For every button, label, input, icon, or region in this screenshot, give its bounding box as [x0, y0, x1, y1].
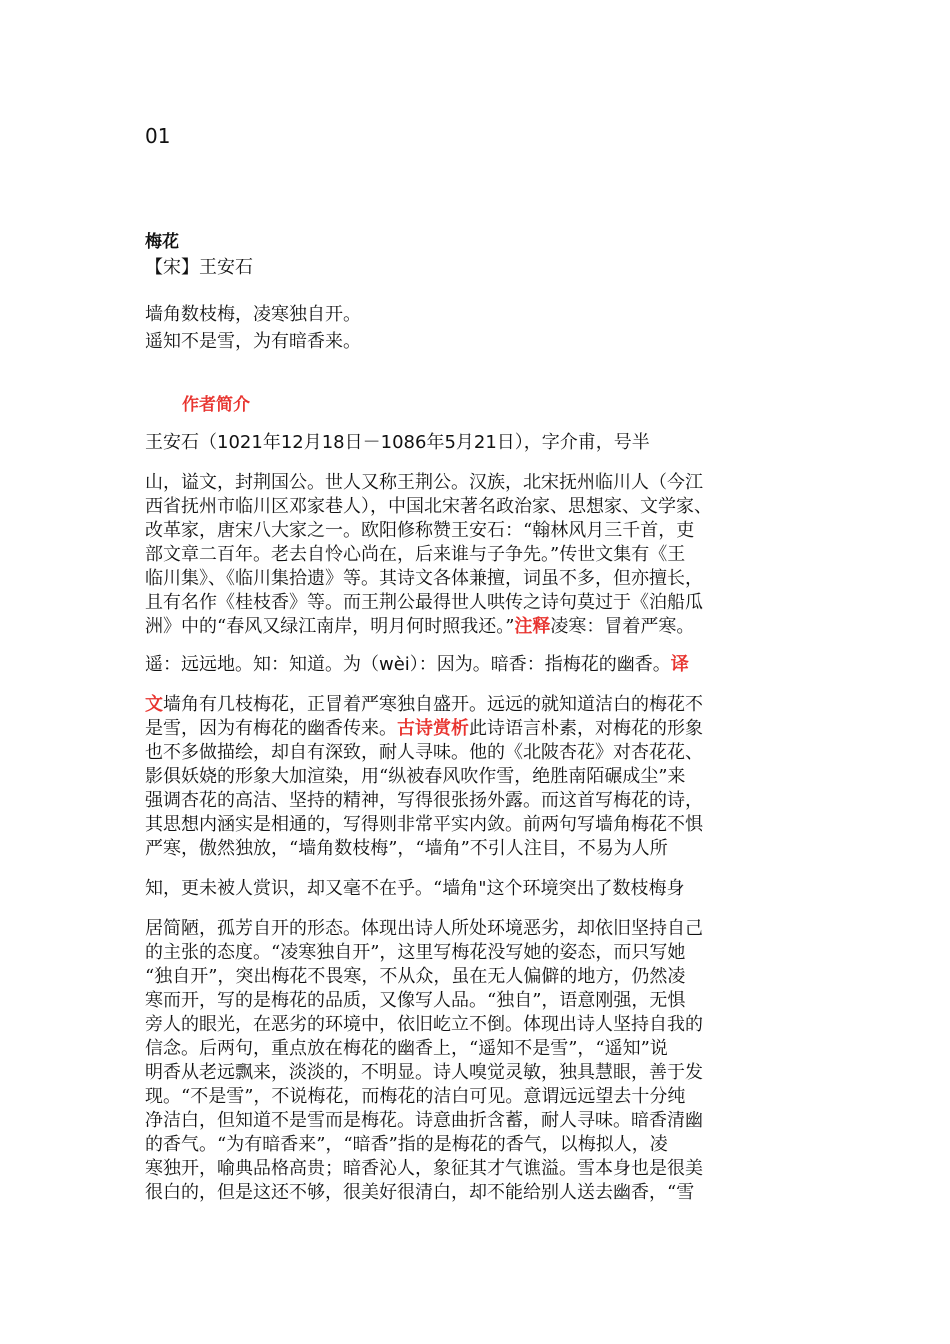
text-line: 山，谥文，封荆国公。世人又称王荆公。汉族，北宋抚州临川人（今江	[145, 472, 703, 493]
text-line: 明香从老远飘来，淡淡的，不明显。诗人嗅觉灵敏，独具慧眼，善于发	[145, 1062, 703, 1083]
text-line: 信念。后两句，重点放在梅花的幽香上，“遥知不是雪”，“遥知”说	[145, 1038, 668, 1059]
translation-label-part2: 文	[145, 694, 163, 715]
text-line: 是雪，因为有梅花的幽香传来。古诗赏析此诗语言朴素，对梅花的形象	[145, 718, 703, 739]
text-line: 现。“不是雪”，不说梅花，而梅花的洁白可见。意谓远远望去十分纯	[145, 1086, 686, 1107]
poem-line-2: 遥知不是雪，为有暗香来。	[145, 331, 361, 352]
text-line: 西省抚州市临川区邓家巷人），中国北宋著名政治家、思想家、文学家、	[145, 496, 712, 517]
notes-label: 注释	[514, 616, 551, 637]
text-line: 旁人的眼光，在恶劣的环境中，依旧屹立不倒。体现出诗人坚持自我的	[145, 1014, 703, 1035]
text-line: 知，更未被人赏识，却又毫不在乎。“墙角"这个环境突出了数枝梅身	[145, 878, 685, 899]
text-line: 的主张的态度。“凌寒独自开”，这里写梅花没写她的姿态，而只写她	[145, 942, 686, 963]
text-line: 洲》中的“春风又绿江南岸，明月何时照我还。”注释凌寒：冒着严寒。	[145, 616, 695, 637]
text-line: 文墙角有几枝梅花，正冒着严寒独自盛开。远远的就知道洁白的梅花不	[145, 694, 703, 715]
text-line: 王安石（1021年12月18日－1086年5月21日），字介甫，号半	[145, 432, 650, 453]
translation-label-part1: 译	[670, 654, 689, 675]
body-text	[145, 431, 815, 1205]
text-line: 遥：远远地。知：知道。为（wèi）：因为。暗香：指梅花的幽香。译	[145, 654, 689, 675]
text-line: 改革家，唐宋八大家之一。欧阳修称赞王安石：“翰林风月三千首，吏	[145, 520, 695, 541]
poem-line-1: 墙角数枝梅，凌寒独自开。	[145, 304, 361, 325]
text-line: 严寒，傲然独放，“墙角数枝梅”，“墙角”不引人注目，不易为人所	[145, 838, 668, 859]
section-number: 01	[145, 124, 171, 148]
text-line: 其思想内涵实是相通的，写得则非常平实内敛。前两句写墙角梅花不惧	[145, 814, 703, 835]
text-line: 部文章二百年。老去自怜心尚在，后来谁与子争先。”传世文集有《王	[145, 544, 686, 565]
text-line: 强调杏花的高洁、坚持的精神，写得很张扬外露。而这首写梅花的诗，	[145, 790, 703, 811]
text-line: 很白的，但是这还不够，很美好很清白，却不能给别人送去幽香，“雪	[145, 1182, 695, 1203]
text-line: 居简陋，孤芳自开的形态。体现出诗人所处环境恶劣，却依旧坚持自己	[145, 918, 703, 939]
text-line: 也不多做描绘，却自有深致，耐人寻味。他的《北陂杏花》对杏花花、	[145, 742, 703, 763]
text-line: 寒独开，喻典品格高贵；暗香沁人，象征其才气谯溢。雪本身也是很美	[145, 1158, 703, 1179]
poem-title: 梅花	[145, 232, 179, 252]
text-line: 影俱妖娆的形象大加渲染，用“纵被春风吹作雪，绝胜南陌碾成尘”来	[145, 766, 686, 787]
text-line: 净洁白，但知道不是雪而是梅花。诗意曲折含蓄，耐人寻味。暗香清幽	[145, 1110, 703, 1131]
text-line: 寒而开，写的是梅花的品质，又像写人品。“独自”，语意刚强，无惧	[145, 990, 686, 1011]
text-line: “独自开”，突出梅花不畏寒，不从众，虽在无人偏僻的地方，仍然凌	[145, 966, 686, 987]
author-intro-heading: 作者简介	[182, 395, 250, 415]
appreciation-label: 古诗赏析	[397, 718, 469, 739]
text-line: 且有名作《桂枝香》等。而王荆公最得世人哄传之诗句莫过于《泊船瓜	[145, 592, 703, 613]
poem-author: 【宋】王安石	[145, 257, 253, 278]
text-line: 的香气。“为有暗香来”，“暗香”指的是梅花的香气，以梅拟人，凌	[145, 1134, 668, 1155]
text-line: 临川集》、《临川集拾遗》等。其诗文各体兼擅，词虽不多，但亦擅长，	[145, 568, 703, 589]
